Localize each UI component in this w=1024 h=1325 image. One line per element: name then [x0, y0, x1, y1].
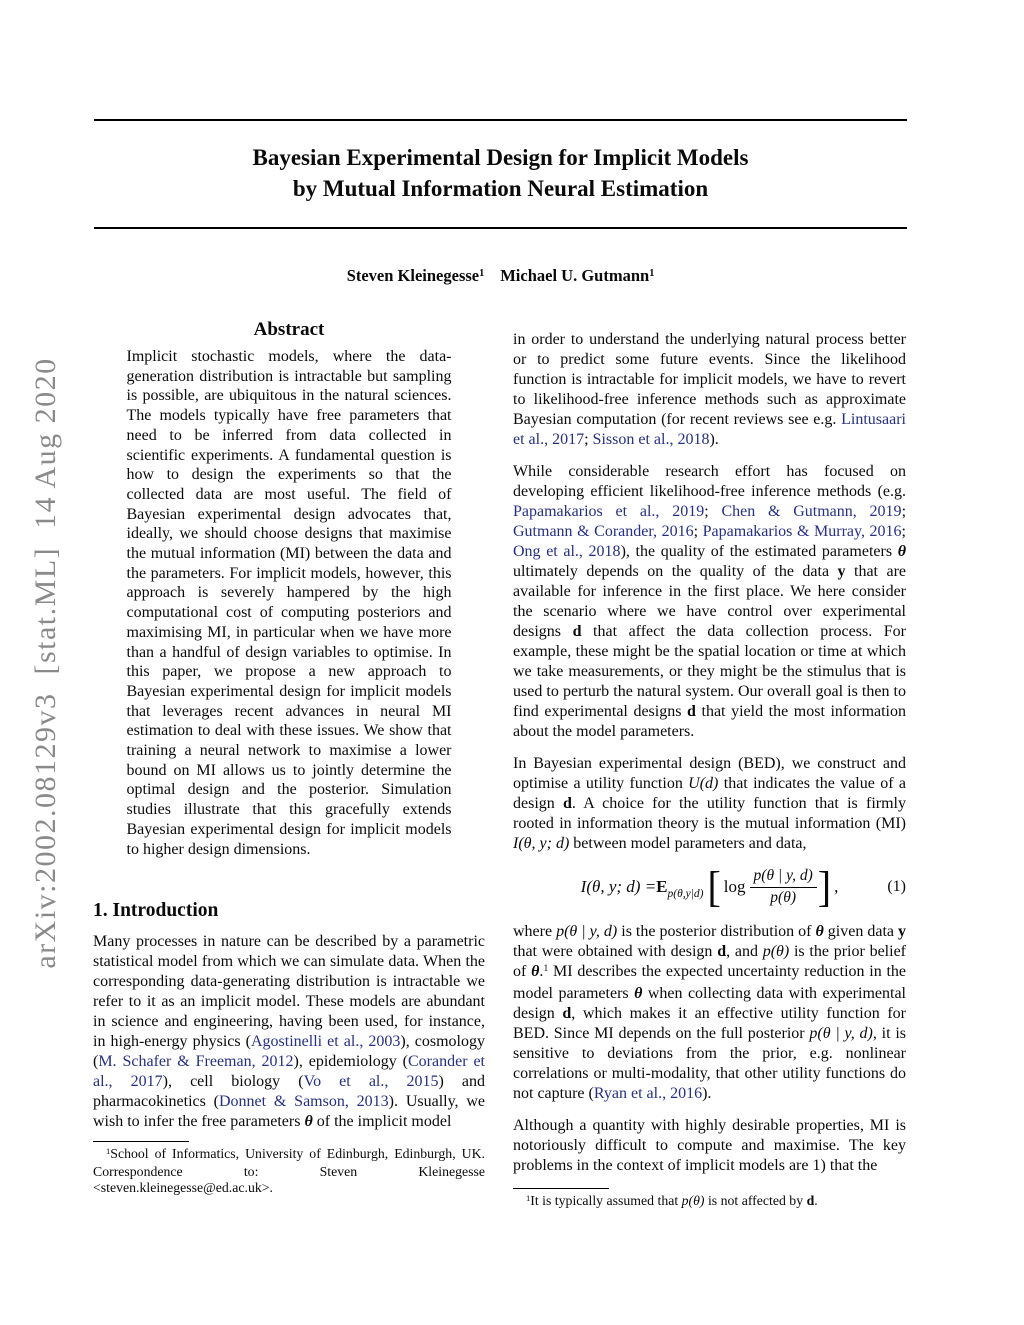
assumption-footnote-text: $^1$It is typically assumed that p(θ) is not affected by d. [526, 1192, 818, 1208]
equation-number: (1) [887, 878, 906, 895]
citation-link[interactable]: Papamakarios & Murray, 2016 [702, 523, 902, 540]
citation-link[interactable]: Sisson et al., 2018 [592, 431, 710, 448]
body-paragraph: While considerable research effort has focused on developing efficient likelihood-free inference methods (e.g. Papamakarios et al., 2019; Chen & Gutmann, 2019; Gutmann & Corander, 2016; Papamakarios & Murray, 2016; Ong et al., 2018), the quality of the estimated parameters θ ultimately depends on the quality of the data y that are available for inference in the first place. We here consider the scenario where we have control over experimental designs d that affect the data collection process. For example, these might be the spatial location or time at which we take measurements, or they might be the stimulus that is used to perturb the natural system. Our overall goal is then to find experimental designs d that yield the most information about the model parameters. [513, 463, 907, 740]
right-bracket: ] [817, 862, 832, 911]
equation-fraction [750, 867, 817, 907]
body-paragraph: where p(θ | y, d) is the posterior distribution of θ given data y that were obtained with design d, and p(θ) is the prior belief of θ.$^1$ MI describes the expected uncertainty reduction in the model parameters θ when collecting data with experimental design d, which makes it an effective utility function for BED. Since MI depends on the full posterior p(θ | y, d), it is sensitive to deviations from the prior, e.g. nonlinear correlations or multi-modality, that other utility functions do not capture (Ryan et al., 2016). [513, 923, 907, 1102]
footnote-rule [93, 1141, 189, 1142]
abstract-paragraph: Implicit stochastic models, where the data-generation distribution is intractable but sampling is possible, are ubiquitous in the natural sciences. The models typically have free parameters that need to be inferred from data collected in scientific experiments. A fundamental question is how to design the experiments so that the collected data are most useful. The field of Bayesian experimental design advocates that, ideally, we should choose designs that maximise the mutual information (MI) between the data and the parameters. For implicit models, however, this approach is severely hampered by the high computational cost of computing posteriors and maximising MI, in particular when we have more than a handful of design variables to optimise. In this paper, we propose a new approach to Bayesian experimental design for implicit models that leverages recent advances in neural MI estimation to deal with these issues. We show that training a neural network to maximise a lower bound on MI allows us to jointly determine the optimal design and the posterior. Simulation studies illustrate that this gracefully extends Bayesian experimental design for implicit models to higher design dimensions. [126, 348, 452, 858]
citation-link[interactable]: M. Schafer & Freeman, 2012 [98, 1053, 294, 1071]
citation-link[interactable]: Ong et al., 2018 [513, 543, 621, 560]
affiliation-footnote [93, 1141, 485, 1196]
equation-1 [513, 858, 906, 916]
citation-link[interactable]: Vo et al., 2015 [303, 1073, 439, 1091]
citation-link[interactable]: Papamakarios et al., 2019 [513, 503, 705, 520]
paper-title-line2: by Mutual Information Neural Estimation [292, 176, 709, 201]
header-rule-bottom [94, 227, 907, 229]
authors-line: Steven Kleinegesse$^1$ Michael U. Gutmann$^1$ [346, 266, 655, 285]
left-column [93, 320, 485, 1197]
citation-link[interactable]: Chen & Gutmann, 2019 [721, 503, 902, 520]
footnote-rule [513, 1188, 609, 1189]
right-column [513, 330, 906, 1210]
section-heading-introduction: 1. Introduction [93, 900, 219, 922]
affiliation-footnote-text: $^1$School of Informatics, University of Edinburgh, Edinburgh, UK. Correspondence to: Steven Kleinegesse <steven.kleinegesse@ed.ac.uk>. [93, 1146, 485, 1196]
introduction-paragraph: Many processes in nature can be described by a parametric statistical model from which we can simulate data. When the corresponding data-generating distribution is intractable we refer to it as an implicit model. These models are abundant in science and engineering, having been used, for instance, in high-energy physics (Agostinelli et al., 2003), cosmology (M. Schafer & Freeman, 2012), epidemiology (Corander et al., 2017), cell biology (Vo et al., 2015) and pharmacokinetics (Donnet & Samson, 2013). Usually, we wish to infer the free parameters θ of the implicit model [93, 933, 486, 1131]
arxiv-watermark: arXiv:2002.08129v3 [stat.ML] 14 Aug 2020 [29, 357, 62, 969]
assumption-footnote [513, 1188, 906, 1210]
citation-link[interactable]: Corander et al., 2017 [93, 1053, 485, 1091]
expectation-subscript: p(θ,y|d) [667, 888, 704, 900]
paper-title [94, 142, 907, 204]
header-rule-top [94, 119, 907, 121]
citation-link[interactable]: Agostinelli et al., 2003 [250, 1033, 401, 1051]
paper-title-line1: Bayesian Experimental Design for Implicit Models [252, 145, 749, 170]
left-bracket: [ [707, 862, 721, 911]
citation-link[interactable]: Lintusaari et al., 2017 [513, 411, 906, 448]
fraction-denominator: p(θ) [770, 888, 796, 906]
equation-1-body [580, 862, 839, 911]
abstract-heading: Abstract [253, 319, 325, 340]
equation-comma: , [834, 877, 839, 896]
citation-link[interactable]: Ryan et al., 2016 [593, 1085, 703, 1102]
citation-link[interactable]: Donnet & Samson, 2013 [219, 1093, 389, 1111]
expectation-symbol: E [656, 877, 668, 896]
body-paragraph: in order to understand the underlying natural process better or to predict some future events. Since the likelihood function is intractable for implicit models, we have to revert to likelihood-free inference methods such as approximate Bayesian computation (for recent reviews see e.g. Lintusaari et al., 2017; Sisson et al., 2018). [513, 331, 906, 448]
citation-link[interactable]: Gutmann & Corander, 2016 [513, 523, 694, 540]
fraction-numerator: p(θ | y, d) [750, 867, 817, 888]
body-paragraph: In Bayesian experimental design (BED), we construct and optimise a utility function U(d) that indicates the value of a design d. A choice for the utility function that is firmly rooted in information theory is the mutual information (MI) I(θ, y; d) between model parameters and data, [513, 755, 906, 852]
equation-lhs: I(θ, y; d) = [580, 877, 657, 896]
body-paragraph: Although a quantity with highly desirable properties, MI is notoriously difficult to compute and maximise. The key problems in the context of implicit models are 1) that the [513, 1117, 906, 1174]
log-operator: log [723, 877, 746, 896]
